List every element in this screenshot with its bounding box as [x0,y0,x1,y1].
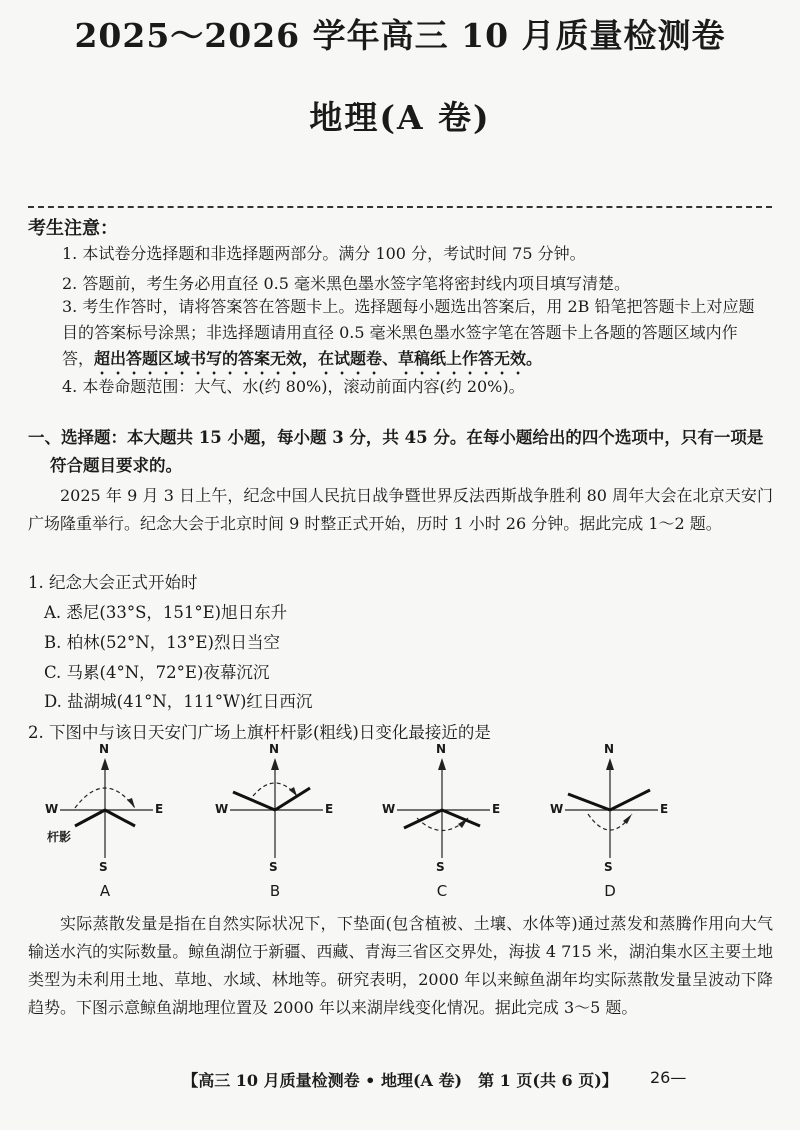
diagram-letter-a: A [99,882,111,900]
label-e-c: E [492,802,501,816]
label-e-d: E [660,802,669,816]
label-e-b: E [325,802,334,816]
label-w-b: W [215,802,229,816]
label-n-d: N [604,742,615,756]
label-s-a: S [99,860,108,874]
question-1-option-a: A. 悉尼(33°S，151°E)旭日东升 [44,603,288,622]
notice-heading: 考生注意： [28,218,118,239]
shadow-diagram-d [540,742,680,898]
passage-1: 2025 年 9 月 3 日上午，纪念中国人民抗日战争暨世界反法西斯战争胜利 80 周年大会在北京天安门广场隆重举行。纪念大会于北京时间 9 时整正式开始，历时 1 小时 26 分钟。据此完成 1～2 题。 [28,486,773,533]
exam-subtitle: 地理(A 卷) [309,98,491,137]
label-s-d: S [604,860,613,874]
label-pole-shadow: 杆影 [47,830,72,844]
label-n-b: N [269,742,280,756]
seal-divider [28,206,772,208]
passage-2: 实际蒸散发量是指在自然实际状况下，下垫面(包含植被、土壤、水体等)通过蒸发和蒸腾作用向大气输送水汽的实际数量。鲸鱼湖位于新疆、西藏、青海三省区交界处，海拔 4 715 米，湖泊集水区主要土地类型为未利用土地、草地、水域、林地等。研究表明，2000 年以来鲸鱼湖年均实际蒸散发量呈波动下降趋势。下图示意鲸鱼湖地理位置及 2000 年以来湖岸线变化情况。据此完成 3～5 题。 [28,914,773,1017]
section-choice-heading [28,424,773,480]
notice-item-3 [62,294,762,378]
label-s-b: S [269,860,278,874]
label-w-a: W [45,802,59,816]
notice-item-2: 2. 答题前，考生务必用直径 0.5 毫米黑色墨水签字笔将密封线内项目填写清楚。 [62,274,630,293]
question-2-stem: 2. 下图中与该日天安门广场上旗杆杆影(粗线)日变化最接近的是 [28,723,491,742]
diagram-letter-d: D [604,882,616,900]
question-1-option-c: C. 马累(4°N，72°E)夜幕沉沉 [44,663,270,682]
notice-item-4: 4. 本卷命题范围：大气、水(约 80%)，滚动前面内容(约 20%)。 [62,377,525,396]
footer-code: 26— [650,1068,687,1087]
diagram-letter-b: B [269,882,281,900]
label-n-a: N [99,742,110,756]
question-1-option-b: B. 柏林(52°N，13°E)烈日当空 [44,633,280,652]
question-1-option-d: D. 盐湖城(41°N，111°W)红日西沉 [44,692,313,711]
section-line-2: 符合题目要求的。 [50,456,182,475]
label-w-c: W [382,802,396,816]
notice-item-3-emphasis: 超出答题区域书写的答案无效，在试题卷、草稿纸上作答无效。 [94,349,543,368]
page-footer: 【高三 10 月质量检测卷 • 地理(A 卷) 第 1 页(共 6 页)】 [182,1071,618,1090]
diagram-letter-c: C [436,882,448,900]
label-s-c: S [436,860,445,874]
label-n-c: N [436,742,447,756]
question-1-stem: 1. 纪念大会正式开始时 [28,573,198,592]
exam-title: 2025～2026 学年高三 10 月质量检测卷 [74,16,726,55]
shadow-diagram-a [35,742,175,898]
shadow-diagram-b [205,742,345,898]
section-line-1: 一、选择题：本大题共 15 小题，每小题 3 分，共 45 分。在每小题给出的四个选项中，只有一项是 [28,428,764,447]
notice-item-1: 1. 本试卷分选择题和非选择题两部分。满分 100 分，考试时间 75 分钟。 [62,244,586,263]
label-e-a: E [155,802,164,816]
label-w-d: W [550,802,564,816]
shadow-diagram-c [372,742,512,898]
notice-item-3-text: 3. 考生作答时，请将答案答在答题卡上。选择题每小题选出答案后，用 2B 铅笔把答题卡上对应题目的答案标号涂黑；非选择题请用直径 0.5 毫米黑色墨水签字笔在答题卡上各题的答题区域内作答， [62,297,755,368]
